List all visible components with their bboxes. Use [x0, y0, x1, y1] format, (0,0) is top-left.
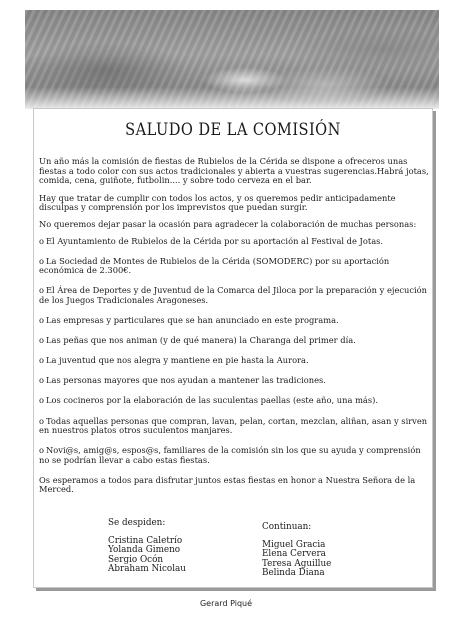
- continuan-heading: Continuan:: [262, 522, 312, 532]
- bullet-icon: o: [39, 285, 44, 296]
- signer-name: Teresa Aguillue: [262, 558, 332, 569]
- signer-name: Yolanda Gimeno: [108, 545, 181, 556]
- list-item: o Todas aquellas personas que compran, lavan, pelan, cortan, mezclan, aliñan, asan y sirven en nuestros platos otros suculentos manjares.: [39, 415, 428, 436]
- list-item: o Las empresas y particulares que se han anunciado en este programa.: [39, 315, 339, 326]
- signer-name: Cristina Caletrío: [108, 535, 183, 546]
- bullet-icon: o: [39, 255, 44, 266]
- bullet-icon: o: [39, 235, 44, 246]
- signer-name: Miguel Gracia: [262, 539, 326, 550]
- bullet-icon: o: [39, 315, 44, 326]
- list-item: o Los cocineros por la elaboración de las suculentas paellas (este año, una más).: [39, 395, 379, 406]
- se-despiden-block: [108, 519, 186, 575]
- list-item: o Novi@s, amig@s, espos@s, familiares de la comisión sin los que su ayuda y comprensión no se podrían llevar a cabo estas fiestas.: [39, 445, 421, 465]
- header-photo: [25, 10, 439, 109]
- letter-sheet: [33, 108, 433, 588]
- bullet-icon: o: [39, 445, 44, 456]
- photo-fade: [25, 87, 439, 109]
- apology-paragraph: Hay que tratar de cumplir con todos los actos, y os queremos pedir anticipadamente disculpas y comprensión por los imprevistos que puedan surgir.: [39, 192, 396, 213]
- se-despiden-heading: Se despiden:: [108, 518, 166, 528]
- list-item: o Las peñas que nos animan (y de qué manera) la Charanga del primer día.: [39, 335, 356, 346]
- list-item: o La juventud que nos alegra y mantiene en pie hasta la Aurora.: [39, 355, 309, 366]
- signer-name: Abraham Nicolau: [108, 564, 186, 575]
- signer-name: Elena Cervera: [262, 549, 326, 560]
- continuan-block: [262, 523, 331, 579]
- thanks-intro-paragraph: No queremos dejar pasar la ocasión para agradecer la colaboración de muchas personas:: [39, 218, 417, 229]
- list-item: o La Sociedad de Montes de Rubielos de la Cérida (SOMODERC) por su aportación económica de 2.300€.: [39, 255, 390, 276]
- signer-name: Belinda Diana: [262, 568, 325, 579]
- list-item: o El Ayuntamiento de Rubielos de la Cérida por su aportación al Festival de Jotas.: [39, 235, 384, 246]
- bullet-icon: o: [39, 375, 44, 386]
- intro-paragraph: Un año más la comisión de fiestas de Rubielos de la Cérida se dispone a ofreceros unas fiestas a todo color con sus actos tradicionales y abierta a vuestras sugerencias.Habrá jotas, comida, cena, guiñote, futbolin.... y sobre todo cerveza en el bar.: [39, 156, 429, 186]
- thanks-list: [39, 237, 429, 466]
- closing-paragraph: Os esperamos a todos para disfrutar juntos estas fiestas en honor a Nuestra Señora de la Merced.: [39, 474, 416, 495]
- bullet-icon: o: [39, 415, 44, 426]
- footer-author: Gerard Piqué: [199, 599, 253, 608]
- letter-body: [39, 157, 429, 502]
- list-item: o El Área de Deportes y de Juventud de la Comarca del Jiloca por la preparación y ejecución de los Juegos Tradicionales Aragoneses.: [39, 285, 428, 305]
- bullet-icon: o: [39, 335, 44, 346]
- list-item: o Las personas mayores que nos ayudan a mantener las tradiciones.: [39, 375, 326, 386]
- page-title: SALUDO DE LA COMISIÓN: [125, 120, 341, 140]
- bullet-icon: o: [39, 355, 44, 366]
- signer-name: Sergio Ocón: [108, 554, 164, 565]
- bullet-icon: o: [39, 395, 44, 406]
